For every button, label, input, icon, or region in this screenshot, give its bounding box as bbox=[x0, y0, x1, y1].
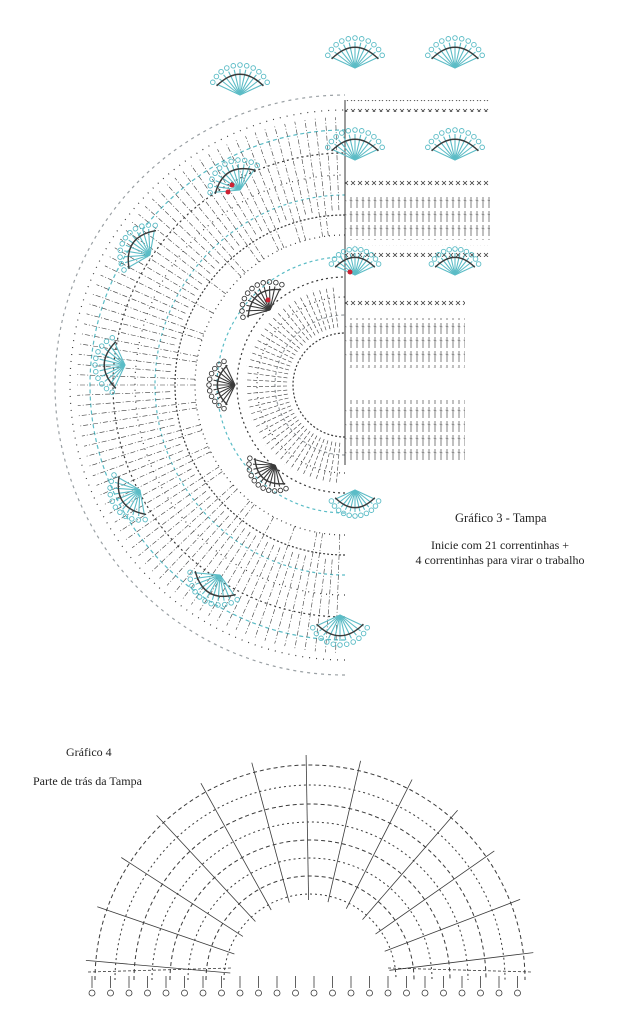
back-round-rows bbox=[95, 765, 525, 980]
grafico-4-back-chart bbox=[86, 755, 533, 996]
grafico-4-title: Gráfico 4 bbox=[66, 745, 112, 759]
instructions-line-2: 4 correntinhas para virar o trabalho bbox=[415, 553, 585, 567]
grafico-4-subtitle: Parte de trás da Tampa bbox=[33, 774, 142, 788]
back-base-picots bbox=[88, 968, 532, 996]
back-stitch-spokes bbox=[86, 755, 533, 973]
grafico-3-tampa-chart bbox=[55, 36, 490, 675]
grafico-3-title: Gráfico 3 - Tampa bbox=[455, 511, 547, 525]
grafico-3-instructions bbox=[405, 538, 595, 568]
instructions-line-1: Inicie com 21 correntinhas + bbox=[430, 538, 570, 552]
